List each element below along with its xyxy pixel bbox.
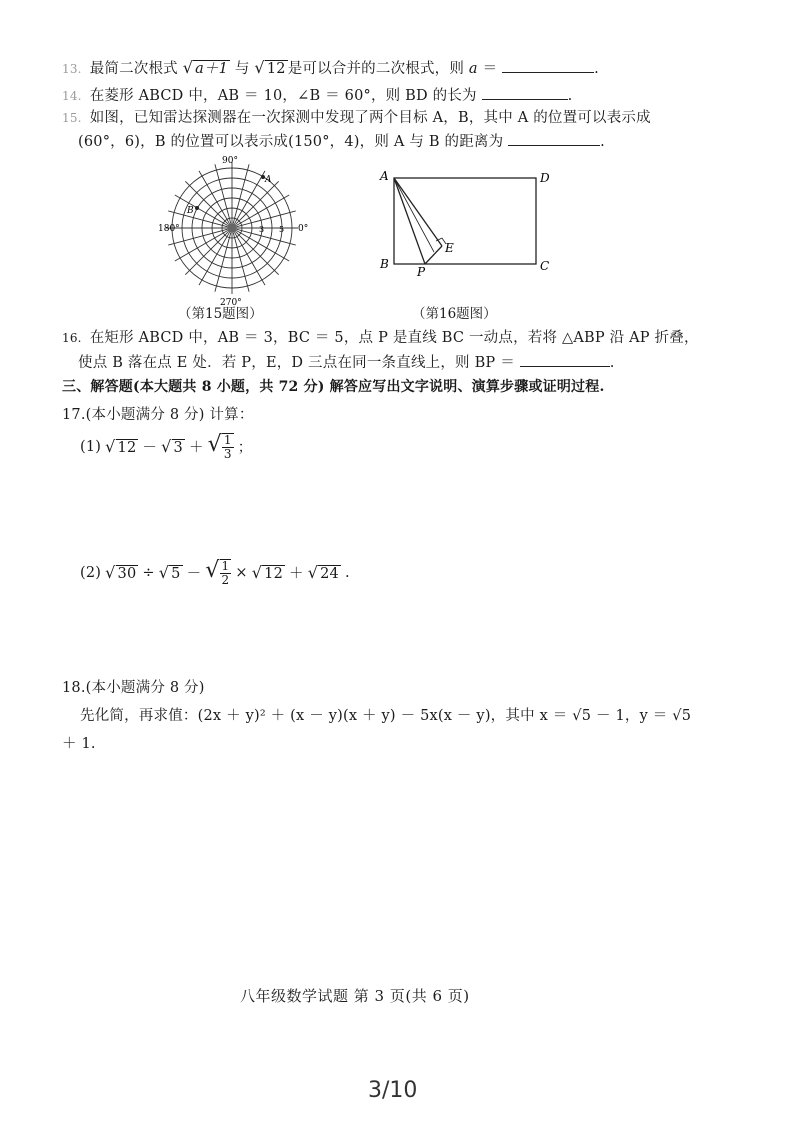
angle-label-0: 0° — [298, 224, 309, 234]
punctuation: . — [600, 134, 605, 150]
grid-spoke — [185, 181, 228, 224]
target-b-label: B — [187, 206, 194, 216]
answer-blank[interactable] — [482, 99, 568, 100]
ring-label: 3 — [259, 225, 265, 234]
figure-16-caption: （第16题图） — [412, 306, 497, 322]
radicand: 30 — [117, 566, 137, 582]
point-e-label: E — [445, 241, 454, 255]
angle-label-270: 270° — [220, 298, 242, 308]
radical-fraction: √ $\frac{1}{3}$ — [207, 432, 232, 461]
question-15 — [62, 106, 651, 127]
point-p-label: P — [417, 265, 426, 279]
ring-label: 5 — [279, 225, 285, 234]
radicand: a＋1 — [195, 61, 229, 77]
question-17-part-2 — [80, 558, 350, 587]
part-label: (1) — [80, 438, 102, 455]
radical-expression: √ 12 — [105, 437, 137, 456]
target-a-label: A — [265, 175, 272, 185]
grid-spoke — [236, 232, 279, 275]
question-number: 16. — [62, 331, 82, 345]
vertex-b-label: B — [380, 257, 389, 271]
page-indicator: 3/10 — [368, 1078, 418, 1103]
radar-center — [227, 223, 237, 233]
operator: × — [235, 564, 248, 581]
vertex-a-label: A — [380, 169, 389, 183]
answer-blank[interactable] — [502, 72, 594, 73]
radicand: 5 — [171, 566, 181, 582]
question-17-header: 17.(本小题满分 8 分) 计算： — [62, 407, 254, 423]
question-14 — [62, 84, 572, 105]
part-label: (2) — [80, 564, 102, 581]
vertex-d-label: D — [540, 171, 550, 185]
question-18-line2: ＋ 1. — [62, 736, 96, 752]
radicand: 12 — [264, 566, 283, 582]
question-text: 在矩形 ABCD 中，AB ＝ 3，BC ＝ 5，点 P 是直线 BC 一动点，若将 △ABP 沿 AP 折叠， — [89, 330, 699, 346]
vertex-c-label: C — [540, 259, 550, 273]
segment-ae — [394, 178, 442, 246]
punctuation: . — [344, 564, 350, 581]
angle-label-180: 180° — [158, 224, 180, 234]
radical-expression: √ 5 — [158, 563, 181, 582]
denominator: 3 — [223, 447, 232, 461]
radicand: 12 — [266, 61, 286, 77]
question-text: 与 — [234, 61, 250, 77]
punctuation: . — [567, 88, 573, 104]
segment-ap — [394, 178, 425, 264]
operator: ÷ — [142, 564, 155, 581]
target-b-dot — [195, 206, 199, 210]
radicand: 24 — [320, 566, 339, 582]
radical-expression: √ a＋1 — [182, 58, 229, 77]
question-number: 13. — [62, 62, 82, 76]
segment-fold — [394, 178, 434, 252]
question-17-part-1 — [80, 432, 252, 461]
punctuation: ； — [237, 440, 253, 456]
rectangle-abcd — [394, 178, 536, 264]
section-3-heading: 三、解答题(本大题共 8 小题，共 72 分) 解答应写出文字说明、演算步骤或证明过程. — [62, 379, 605, 395]
variable: a — [468, 61, 478, 77]
equals-sign: ＝ — [482, 61, 498, 77]
question-16 — [62, 326, 699, 347]
operator: ＋ — [188, 440, 204, 456]
question-text: (60°，6)，B 的位置可以表示成(150°，4)，则 A 与 B 的距离为 — [78, 134, 504, 150]
radicand: 3 — [173, 440, 183, 456]
question-text: 在菱形 ABCD 中，AB ＝ 10，∠B ＝ 60°，则 BD 的长为 — [89, 88, 477, 104]
radical-expression: √ 24 — [307, 563, 339, 582]
punctuation: . — [609, 355, 615, 371]
radical-expression: √ 3 — [161, 437, 183, 456]
question-number: 15. — [62, 111, 82, 125]
question-13 — [62, 57, 599, 78]
numerator: 1 — [221, 559, 230, 573]
answer-blank[interactable] — [520, 366, 610, 367]
radical-expression: √ 12 — [251, 563, 283, 582]
figure-15-caption: （第15题图） — [178, 306, 263, 322]
punctuation: . — [594, 61, 599, 77]
question-18-line1: 先化简，再求值：(2x ＋ y)² ＋ (x － y)(x ＋ y) － 5x(x － y)，其中 x ＝ √5 － 1，y ＝ √5 — [80, 708, 692, 724]
grid-spoke — [236, 181, 279, 224]
figure-15-radar-grid — [158, 152, 318, 310]
question-text: 使点 B 落在点 E 处．若 P，E，D 三点在同一条直线上，则 BP ＝ — [78, 355, 515, 371]
question-15-line2 — [78, 130, 605, 151]
question-18-header: 18.(本小题满分 8 分) — [62, 680, 205, 696]
segment-pe — [425, 246, 442, 264]
denominator: 2 — [221, 573, 230, 587]
numerator: 1 — [223, 433, 232, 447]
grid-spoke — [185, 232, 228, 275]
figure-16-rectangle — [370, 166, 560, 284]
angle-label-90: 90° — [222, 156, 238, 166]
question-number: 14. — [62, 89, 82, 103]
operator: － — [142, 440, 158, 456]
answer-blank[interactable] — [508, 145, 600, 146]
radical-expression: √ 30 — [105, 563, 137, 582]
radical-expression: √ 12 — [254, 58, 286, 77]
radical-fraction: √ $\frac{1}{2}$ — [205, 558, 230, 587]
question-text: 如图，已知雷达探测器在一次探测中发现了两个目标 A，B，其中 A 的位置可以表示成 — [89, 110, 651, 126]
radicand: 12 — [117, 440, 137, 456]
question-text: 最简二次根式 — [89, 61, 178, 77]
question-text: 是可以合并的二次根式，则 — [287, 61, 465, 77]
page-footer: 八年级数学试题 第 3 页(共 6 页) — [240, 987, 470, 1005]
operator: ＋ — [289, 566, 304, 582]
question-16-line2 — [78, 351, 615, 372]
operator: － — [186, 566, 202, 582]
